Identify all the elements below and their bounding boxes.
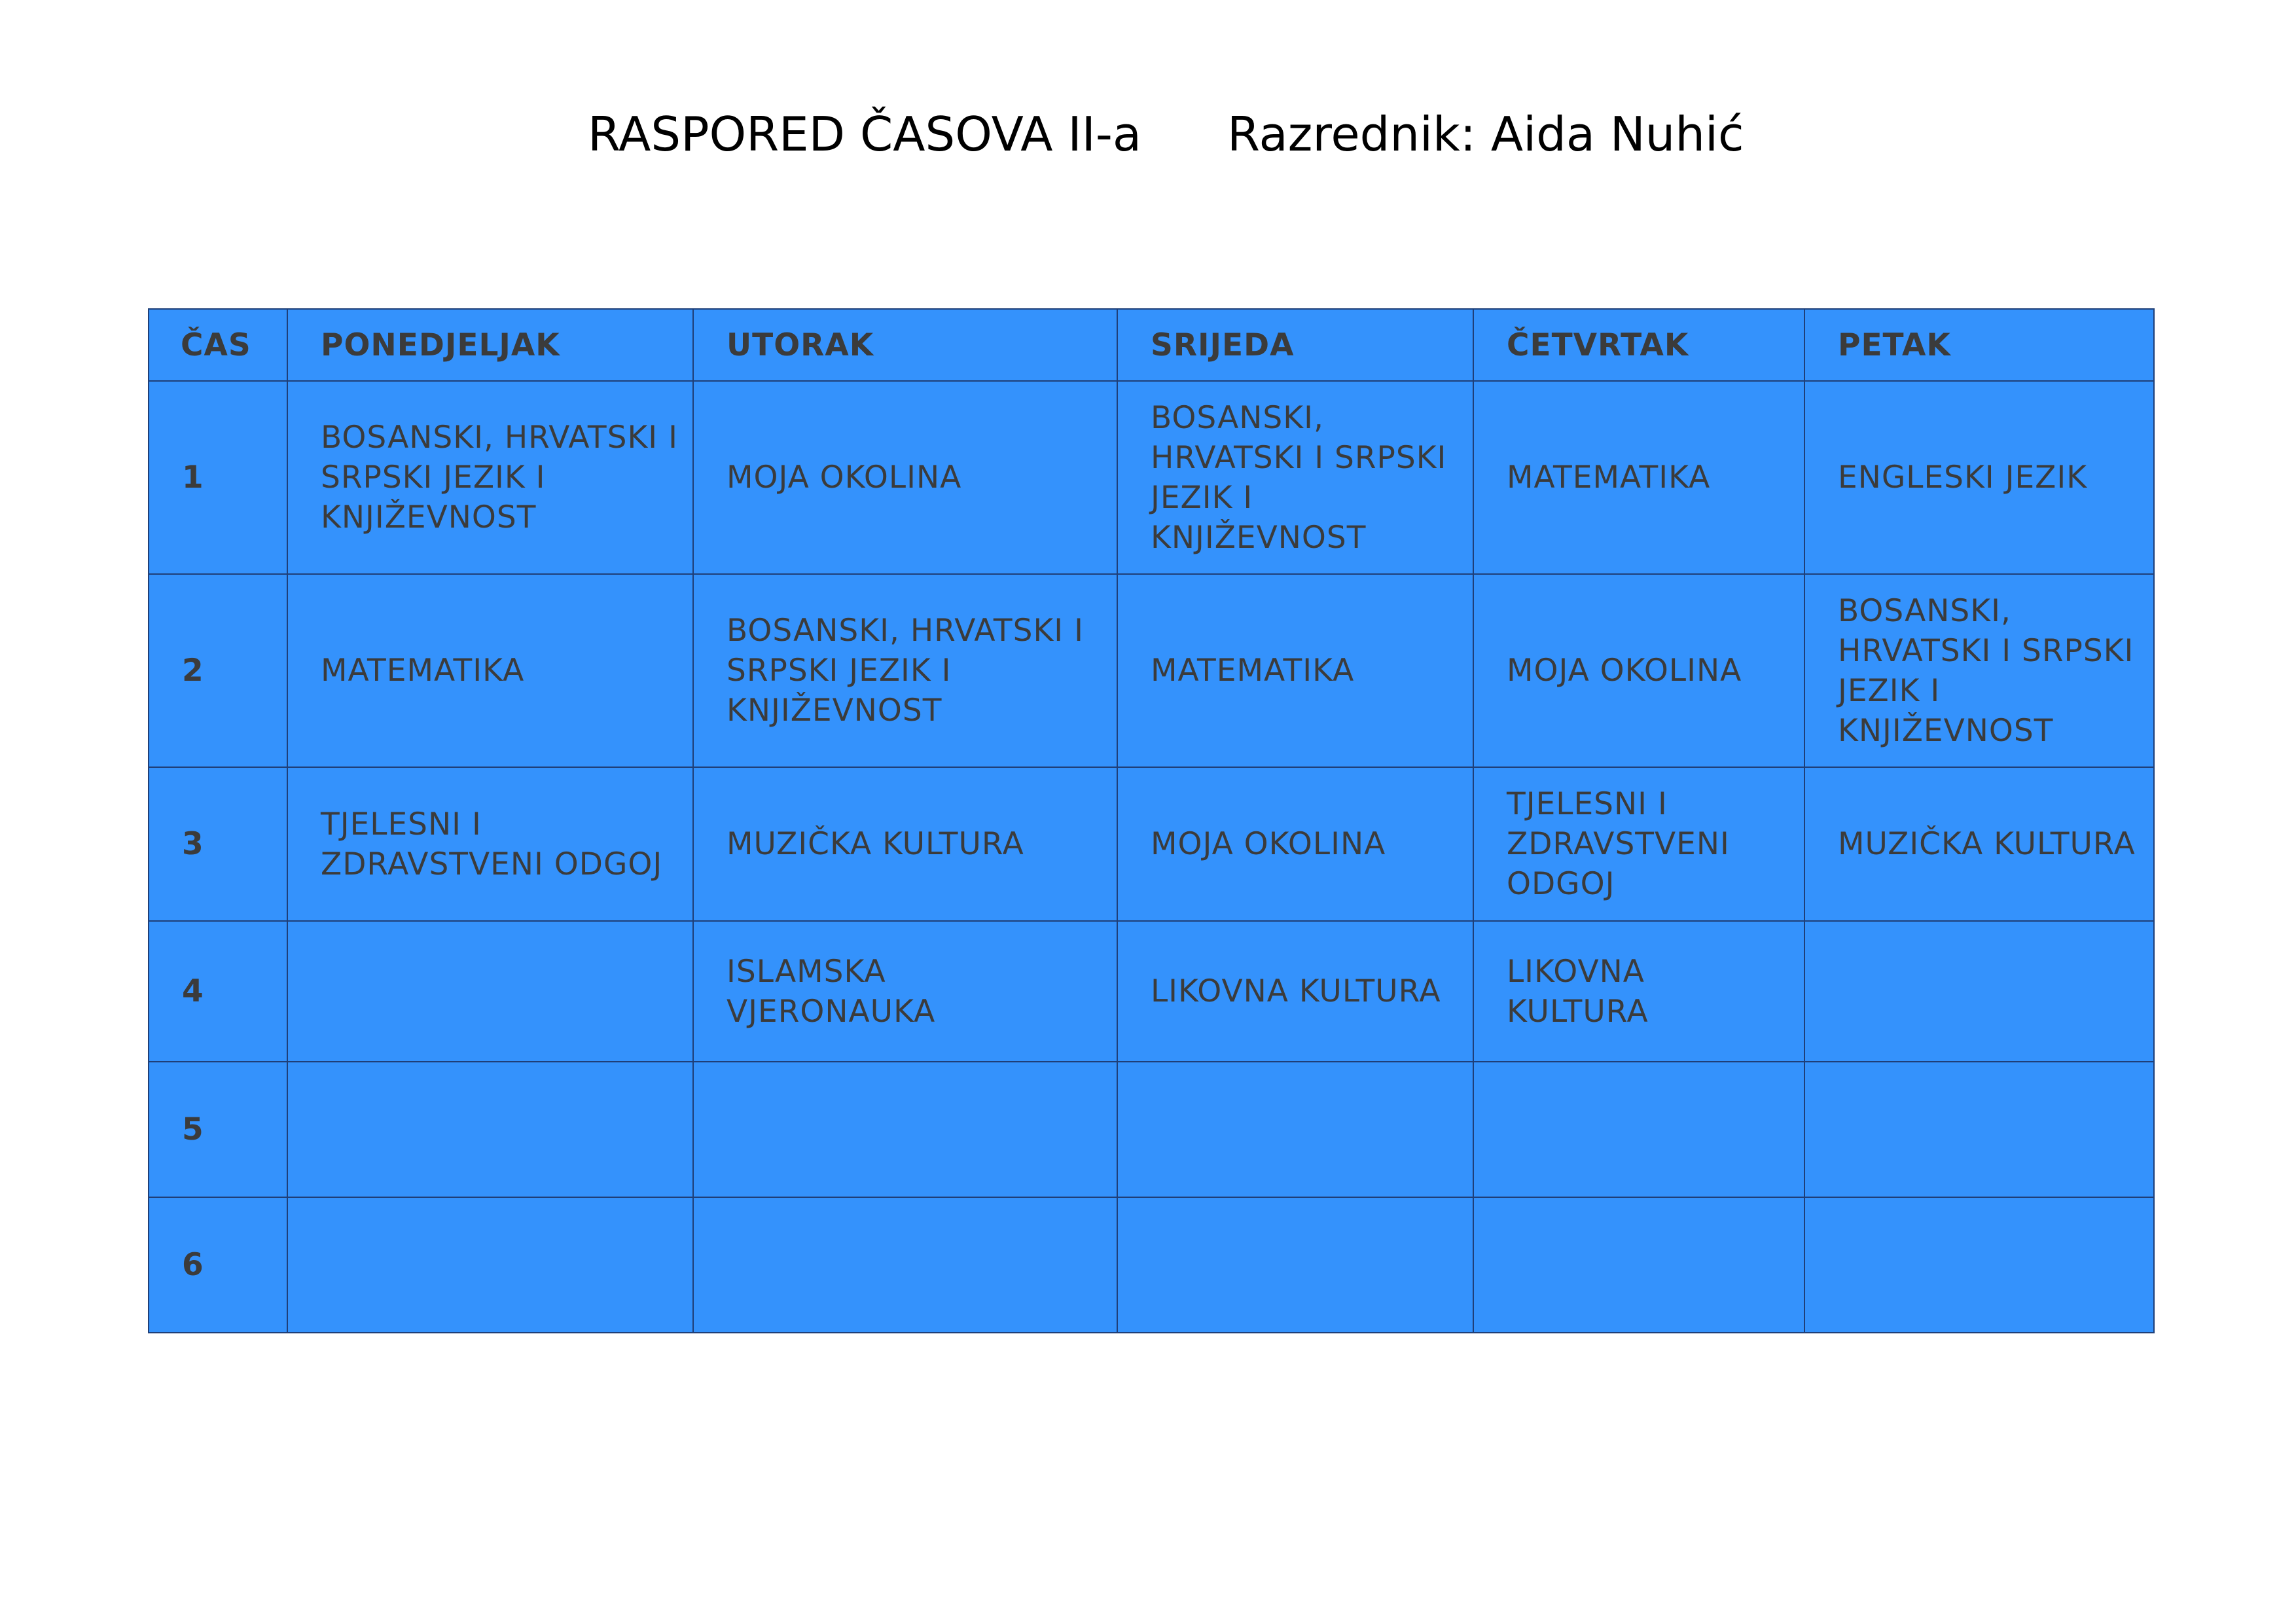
table-row xyxy=(149,921,2154,1062)
table-cell: MOJA OKOLINA xyxy=(693,381,1117,574)
table-cell xyxy=(1804,921,2154,1062)
table-cell: MOJA OKOLINA xyxy=(1473,574,1804,767)
schedule-table xyxy=(148,308,2155,1333)
table-cell xyxy=(1804,1197,2154,1333)
table-cell: ISLAMSKA VJERONAUKA xyxy=(693,921,1117,1062)
table-cell: BOSANSKI, HRVATSKI I SRPSKI JEZIK I KNJIŽEVNOST xyxy=(1117,381,1473,574)
table-cell: MUZIČKA KULTURA xyxy=(1804,767,2154,921)
header-friday: PETAK xyxy=(1804,309,2154,381)
table-cell: MATEMATIKA xyxy=(1117,574,1473,767)
table-cell: MATEMATIKA xyxy=(1473,381,1804,574)
period-number: 2 xyxy=(149,574,287,767)
table-row xyxy=(149,381,2154,574)
table-cell xyxy=(1804,1062,2154,1197)
header-tuesday: UTORAK xyxy=(693,309,1117,381)
table-cell xyxy=(1473,1062,1804,1197)
page-title xyxy=(0,98,2296,170)
header-monday: PONEDJELJAK xyxy=(287,309,693,381)
table-cell xyxy=(1117,1062,1473,1197)
table-cell xyxy=(1473,1197,1804,1333)
table-cell xyxy=(287,1197,693,1333)
table-cell: TJELESNI I ZDRAVSTVENI ODGOJ xyxy=(287,767,693,921)
table-cell: MUZIČKA KULTURA xyxy=(693,767,1117,921)
table-cell: LIKOVNA KULTURA xyxy=(1473,921,1804,1062)
table-cell xyxy=(287,1062,693,1197)
period-number: 1 xyxy=(149,381,287,574)
table-row xyxy=(149,1197,2154,1333)
table-header-row xyxy=(149,309,2154,381)
table-cell xyxy=(287,921,693,1062)
period-number: 5 xyxy=(149,1062,287,1197)
table-cell: TJELESNI I ZDRAVSTVENI ODGOJ xyxy=(1473,767,1804,921)
table-cell xyxy=(693,1197,1117,1333)
header-wednesday: SRIJEDA xyxy=(1117,309,1473,381)
period-number: 4 xyxy=(149,921,287,1062)
table-row xyxy=(149,1062,2154,1197)
table-cell: BOSANSKI, HRVATSKI I SRPSKI JEZIK I KNJIŽEVNOST xyxy=(1804,574,2154,767)
table-cell: LIKOVNA KULTURA xyxy=(1117,921,1473,1062)
header-period: ČAS xyxy=(149,309,287,381)
table-cell xyxy=(1117,1197,1473,1333)
table-cell: BOSANSKI, HRVATSKI I SRPSKI JEZIK I KNJIŽEVNOST xyxy=(287,381,693,574)
table-cell: ENGLESKI JEZIK xyxy=(1804,381,2154,574)
period-number: 3 xyxy=(149,767,287,921)
schedule-title: RASPORED ČASOVA II-a xyxy=(588,107,1141,162)
class-teacher: Razrednik: Aida Nuhić xyxy=(1227,107,1744,162)
table-cell: BOSANSKI, HRVATSKI I SRPSKI JEZIK I KNJIŽEVNOST xyxy=(693,574,1117,767)
table-cell: MATEMATIKA xyxy=(287,574,693,767)
table-cell xyxy=(693,1062,1117,1197)
table-row xyxy=(149,574,2154,767)
table-cell: MOJA OKOLINA xyxy=(1117,767,1473,921)
period-number: 6 xyxy=(149,1197,287,1333)
header-thursday: ČETVRTAK xyxy=(1473,309,1804,381)
table-row xyxy=(149,767,2154,921)
